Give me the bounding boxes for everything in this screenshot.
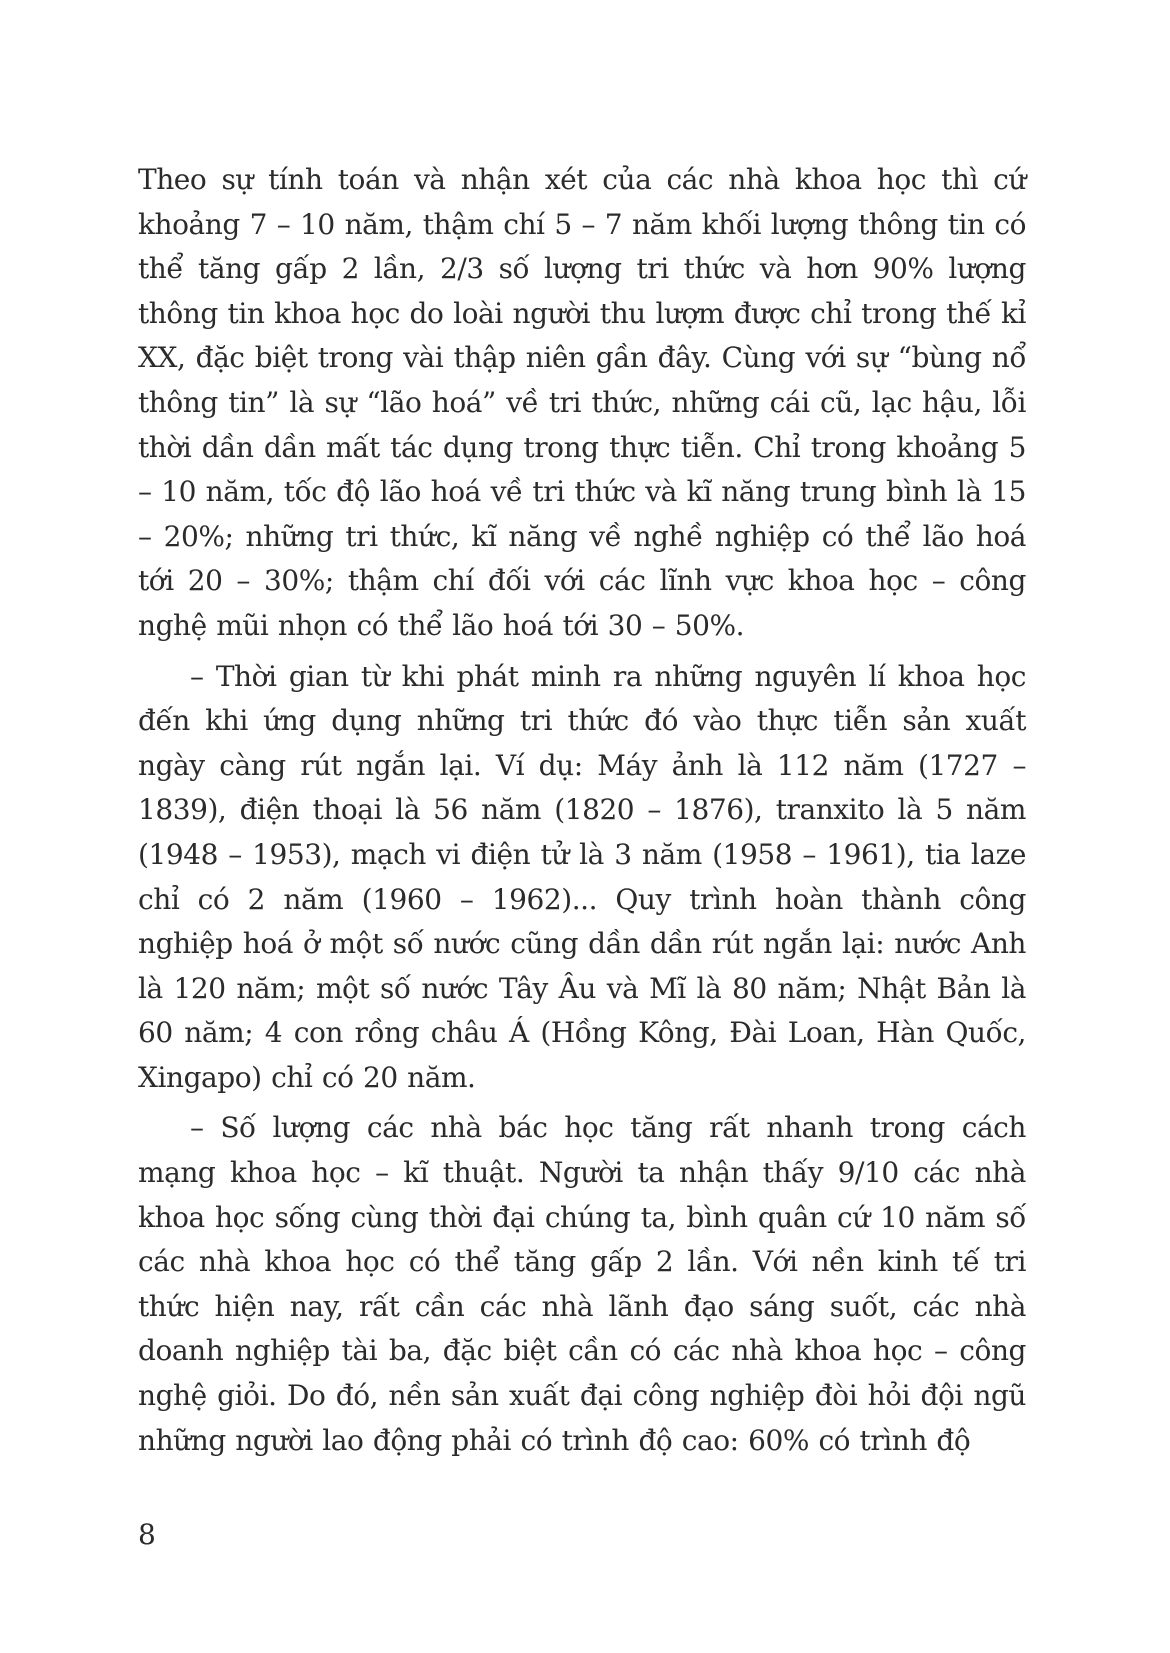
paragraph-2: – Thời gian từ khi phát minh ra những nguyên lí khoa học đến khi ứng dụng những tri thức đó vào thực tiễn sản xuất ngày càng rút ngắn lại. Ví dụ: Máy ảnh là 112 năm (1727 – 1839), điện thoại là 56 năm (1820 – 1876), tranxito là 5 năm (1948 – 1953), mạch vi điện tử là 3 năm (1958 – 1961), tia laze chỉ có 2 năm (1960 – 1962)... Quy trình hoàn thành công nghiệp hoá ở một số nước cũng dần dần rút ngắn lại: nước Anh là 120 năm; một số nước Tây Âu và Mĩ là 80 năm; Nhật Bản là 60 năm; 4 con rồng châu Á (Hồng Kông, Đài Loan, Hàn Quốc, Xingapo) chỉ có 20 năm. bbox=[138, 659, 1026, 1094]
paragraph-3: – Số lượng các nhà bác học tăng rất nhanh trong cách mạng khoa học – kĩ thuật. Người ta nhận thấy 9/10 các nhà khoa học sống cùng thời đại chúng ta, bình quân cứ 10 năm số các nhà khoa học có thể tăng gấp 2 lần. Với nền kinh tế tri thức hiện nay, rất cần các nhà lãnh đạo sáng suốt, các nhà doanh nghiệp tài ba, đặc biệt cần có các nhà khoa học – công nghệ giỏi. Do đó, nền sản xuất đại công nghiệp đòi hỏi đội ngũ những người lao động phải có trình độ cao: 60% có trình độ bbox=[138, 1111, 1026, 1457]
page-number: 8 bbox=[138, 1518, 156, 1551]
body-text bbox=[138, 158, 1026, 1463]
paragraph-1: Theo sự tính toán và nhận xét của các nhà khoa học thì cứ khoảng 7 – 10 năm, thậm chí 5 – 7 năm khối lượng thông tin có thể tăng gấp 2 lần, 2/3 số lượng tri thức và hơn 90% lượng thông tin khoa học do loài người thu lượm được chỉ trong thế kỉ XX, đặc biệt trong vài thập niên gần đây. Cùng với sự “bùng nổ thông tin” là sự “lão hoá” về tri thức, những cái cũ, lạc hậu, lỗi thời dần dần mất tác dụng trong thực tiễn. Chỉ trong khoảng 5 – 10 năm, tốc độ lão hoá về tri thức và kĩ năng trung bình là 15 – 20%; những tri thức, kĩ năng về nghề nghiệp có thể lão hoá tới 20 – 30%; thậm chí đối với các lĩnh vực khoa học – công nghệ mũi nhọn có thể lão hoá tới 30 – 50%. bbox=[138, 163, 1026, 642]
